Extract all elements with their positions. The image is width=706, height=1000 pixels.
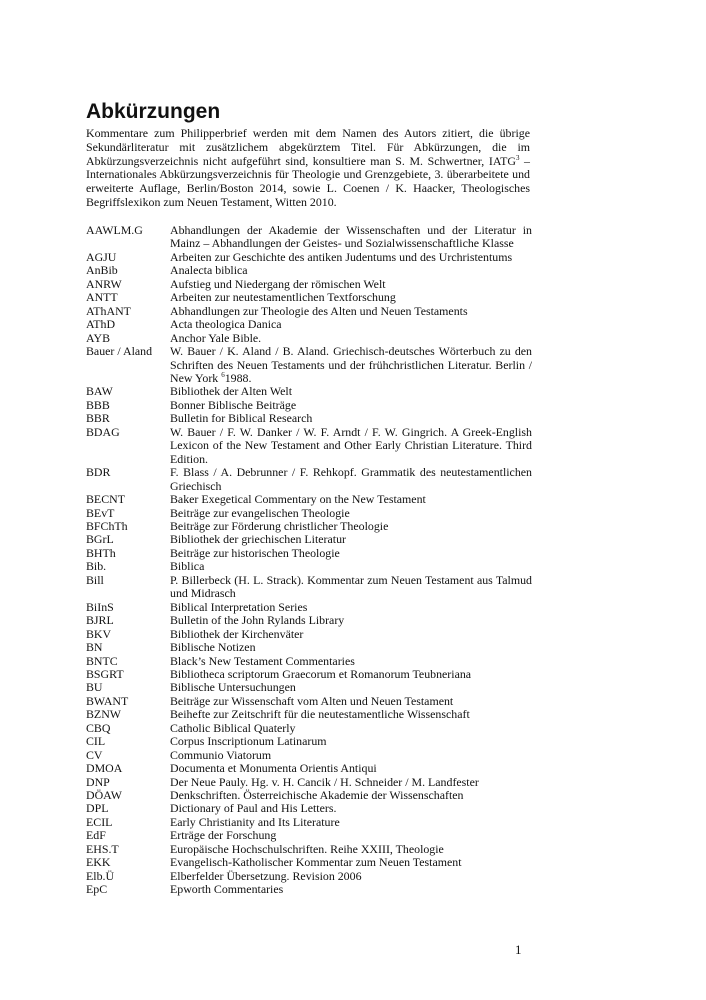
abbreviation-key: DÖAW xyxy=(86,788,123,803)
abbreviation-description: Beiträge zur Förderung christlicher Theologie xyxy=(170,518,389,533)
intro-paragraph xyxy=(86,127,530,210)
abbreviation-entry xyxy=(86,776,532,789)
abbreviation-description: Analecta biblica xyxy=(170,263,248,278)
abbreviation-description: Corpus Inscriptionum Latinarum xyxy=(170,734,327,749)
abbreviation-entry xyxy=(86,251,532,264)
abbreviation-entry xyxy=(86,816,532,829)
abbreviation-entry xyxy=(86,856,532,869)
abbreviation-entry xyxy=(86,278,532,291)
abbreviation-entry xyxy=(86,681,532,694)
abbreviation-entry xyxy=(86,641,532,654)
abbreviation-key: BDAG xyxy=(86,424,120,439)
abbreviation-description: Bibliothek der griechischen Literatur xyxy=(170,532,346,547)
abbreviation-description: Arbeiten zur Geschichte des antiken Judentums und des Urchristentums xyxy=(170,249,513,264)
abbreviation-key: EHS.T xyxy=(86,841,119,856)
abbreviation-description xyxy=(170,345,532,385)
abbreviation-key: Bib. xyxy=(86,559,107,574)
abbreviation-key: CIL xyxy=(86,734,106,749)
abbreviation-entry xyxy=(86,802,532,815)
abbreviation-key: EKK xyxy=(86,855,111,870)
abbreviation-key: AAWLM.G xyxy=(86,223,143,237)
abbreviation-key: ANRW xyxy=(86,276,122,291)
abbreviation-description: Bibliothek der Alten Welt xyxy=(170,384,293,399)
abbreviation-key: AGJU xyxy=(86,249,117,264)
abbreviation-key: BEvT xyxy=(86,505,115,520)
abbreviation-description: Denkschriften. Österreichische Akademie der Wissenschaften xyxy=(170,788,464,803)
abbreviation-description: Abhandlungen der Akademie der Wissenschaften und der Literatur in Mainz – Abhandlungen der Geistes- und Sozialwissenschaftliche Klasse xyxy=(170,223,532,251)
abbreviation-entry xyxy=(86,883,532,896)
abbreviation-key: BWANT xyxy=(86,693,129,708)
abbreviation-entry xyxy=(86,870,532,883)
abbreviation-key: BBR xyxy=(86,411,110,426)
abbreviation-description: Beiträge zur evangelischen Theologie xyxy=(170,505,350,520)
abbreviation-entry xyxy=(86,412,532,425)
abbreviation-description: Erträge der Forschung xyxy=(170,828,277,843)
abbreviation-key: Bill xyxy=(86,572,104,587)
intro-text-continued: – Internationales Abkürzungsverzeichnis für Theologie und Grenzgebiete, 3. überarbeitete und erweiterte Auflage, Berlin/Boston 2014, sowie L. Coenen / K. Haacker, Theologisches Begriffslexikon zum Neuen Testament, Witten 2010. xyxy=(86,153,531,209)
abbreviation-entry xyxy=(86,560,532,573)
abbreviation-description: Beihefte zur Zeitschrift für die neutestamentliche Wissenschaft xyxy=(170,707,470,722)
intro-text: Kommentare zum Philipperbrief werden mit dem Namen des Autors zitiert, die übrige Sekundärliteratur mit zusätzlichem abgekürztem Titel. Für Abkürzungen, die im Abkürzungsverzeichnis nicht aufgeführt sind, konsultiere man S. M. Schwertner, IATG xyxy=(86,126,530,168)
abbreviation-description: Epworth Commentaries xyxy=(170,882,284,897)
abbreviation-key: CBQ xyxy=(86,720,111,735)
abbreviation-description: Bibliotheca scriptorum Graecorum et Romanorum Teubneriana xyxy=(170,666,472,681)
abbreviation-description: Abhandlungen zur Theologie des Alten und Neuen Testaments xyxy=(170,303,468,318)
abbreviation-entry xyxy=(86,601,532,614)
abbreviation-entry xyxy=(86,695,532,708)
abbreviation-key: AThD xyxy=(86,317,116,332)
abbreviation-key: BiInS xyxy=(86,599,114,614)
abbreviation-key: Elb.Ü xyxy=(86,868,115,883)
abbreviation-entry xyxy=(86,574,532,601)
abbreviation-description: Biblica xyxy=(170,559,205,574)
abbreviation-entry xyxy=(86,762,532,775)
abbreviation-entry xyxy=(86,520,532,533)
abbreviation-entry xyxy=(86,507,532,520)
abbreviation-key: BFChTh xyxy=(86,518,128,533)
abbreviation-entry xyxy=(86,722,532,735)
abbreviation-entry xyxy=(86,345,532,385)
abbreviation-key: BGrL xyxy=(86,532,114,547)
abbreviation-description: P. Billerbeck (H. L. Strack). Kommentar zum Neuen Testament aus Talmud und Midrasch xyxy=(170,572,532,601)
abbreviation-description: Biblische Untersuchungen xyxy=(170,680,296,695)
abbreviation-description: Bulletin for Biblical Research xyxy=(170,411,313,426)
abbreviation-description: Early Christianity and Its Literature xyxy=(170,814,340,829)
abbreviation-description: Beiträge zur Wissenschaft vom Alten und Neuen Testament xyxy=(170,693,454,708)
abbreviation-key: BDR xyxy=(86,465,111,480)
abbreviation-description: Anchor Yale Bible. xyxy=(170,330,262,345)
abbreviation-description: Dictionary of Paul and His Letters. xyxy=(170,801,337,816)
abbreviation-entry xyxy=(86,224,532,251)
abbreviation-description: W. Bauer / F. W. Danker / W. F. Arndt / F. W. Gingrich. A Greek-English Lexicon of the New Testament and Other Early Christian Literature. Third Edition. xyxy=(170,424,532,466)
abbreviation-key: BZNW xyxy=(86,707,122,722)
abbreviation-key: BECNT xyxy=(86,492,125,507)
abbreviation-entry xyxy=(86,399,532,412)
abbreviation-entry xyxy=(86,708,532,721)
abbreviation-key: AThANT xyxy=(86,303,131,318)
abbreviation-entry xyxy=(86,426,532,466)
description-text: W. Bauer / K. Aland / B. Aland. Griechisch-deutsches Wörterbuch zu den Schriften des Neuen Testaments und der frühchristlichen Literatur. Berlin / New York xyxy=(170,344,532,385)
abbreviation-key: BU xyxy=(86,680,103,695)
abbreviation-description: Bulletin of the John Rylands Library xyxy=(170,613,345,628)
abbreviation-key: BAW xyxy=(86,384,113,399)
page-number: 1 xyxy=(515,942,522,957)
abbreviation-description: Evangelisch-Katholischer Kommentar zum Neuen Testament xyxy=(170,855,462,870)
abbreviation-entry xyxy=(86,668,532,681)
abbreviation-entry xyxy=(86,749,532,762)
abbreviation-entry xyxy=(86,533,532,546)
abbreviation-key: AnBib xyxy=(86,263,118,278)
abbreviation-entry xyxy=(86,829,532,842)
abbreviation-key: EpC xyxy=(86,882,108,897)
abbreviation-key: BHTh xyxy=(86,545,116,560)
abbreviation-description: Arbeiten zur neutestamentlichen Textforschung xyxy=(170,290,396,305)
abbreviation-description: Beiträge zur historischen Theologie xyxy=(170,545,340,560)
abbreviation-description: Communio Viatorum xyxy=(170,747,272,762)
abbreviation-entry xyxy=(86,318,532,331)
description-text-continued: 1988. xyxy=(224,370,252,385)
edition-superscript: 6 xyxy=(221,371,225,380)
abbreviation-list xyxy=(86,224,532,897)
abbreviation-key: BJRL xyxy=(86,613,114,628)
abbreviation-key: BKV xyxy=(86,626,112,641)
abbreviation-key: CV xyxy=(86,747,103,762)
abbreviation-entry xyxy=(86,614,532,627)
abbreviation-entry xyxy=(86,493,532,506)
abbreviation-description: Documenta et Monumenta Orientis Antiqui xyxy=(170,761,377,776)
abbreviation-entry xyxy=(86,264,532,277)
abbreviation-entry xyxy=(86,547,532,560)
abbreviation-entry xyxy=(86,843,532,856)
abbreviation-entry xyxy=(86,305,532,318)
abbreviation-description: Biblische Notizen xyxy=(170,640,256,655)
abbreviation-entry xyxy=(86,385,532,398)
abbreviation-description: Black’s New Testament Commentaries xyxy=(170,653,355,668)
abbreviation-description: Catholic Biblical Quaterly xyxy=(170,720,296,735)
abbreviation-description: Bibliothek der Kirchenväter xyxy=(170,626,304,641)
abbreviation-entry xyxy=(86,332,532,345)
abbreviation-description: Europäische Hochschulschriften. Reihe XXIII, Theologie xyxy=(170,841,444,856)
abbreviation-key: DMOA xyxy=(86,761,123,776)
edition-superscript: 3 xyxy=(515,153,520,162)
abbreviation-entry xyxy=(86,655,532,668)
page-heading: Abkürzungen xyxy=(86,100,221,123)
abbreviation-description: Elberfelder Übersetzung. Revision 2006 xyxy=(170,868,362,883)
abbreviation-description: Baker Exegetical Commentary on the New Testament xyxy=(170,492,426,507)
abbreviation-description: F. Blass / A. Debrunner / F. Rehkopf. Grammatik des neutestamentlichen Griechisch xyxy=(170,465,532,493)
abbreviation-key: ECIL xyxy=(86,814,113,829)
abbreviation-entry xyxy=(86,466,532,493)
abbreviation-key: DPL xyxy=(86,801,109,816)
abbreviation-entry xyxy=(86,735,532,748)
abbreviation-key: Bauer / Aland xyxy=(86,344,153,359)
abbreviation-key: EdF xyxy=(86,828,106,843)
abbreviation-description: Acta theologica Danica xyxy=(170,317,282,332)
abbreviation-entry xyxy=(86,291,532,304)
abbreviation-entry xyxy=(86,789,532,802)
abbreviation-key: BSGRT xyxy=(86,666,124,681)
abbreviation-key: BN xyxy=(86,640,103,655)
abbreviation-description: Der Neue Pauly. Hg. v. H. Cancik / H. Schneider / M. Landfester xyxy=(170,774,479,789)
abbreviation-key: DNP xyxy=(86,774,110,789)
abbreviation-description: Biblical Interpretation Series xyxy=(170,599,308,614)
abbreviation-description: Aufstieg und Niedergang der römischen Welt xyxy=(170,276,386,291)
abbreviation-entry xyxy=(86,628,532,641)
abbreviation-key: BNTC xyxy=(86,653,118,668)
abbreviation-key: BBB xyxy=(86,397,110,412)
abbreviation-key: AYB xyxy=(86,330,111,345)
abbreviation-description: Bonner Biblische Beiträge xyxy=(170,397,297,412)
abbreviation-key: ANTT xyxy=(86,290,118,305)
